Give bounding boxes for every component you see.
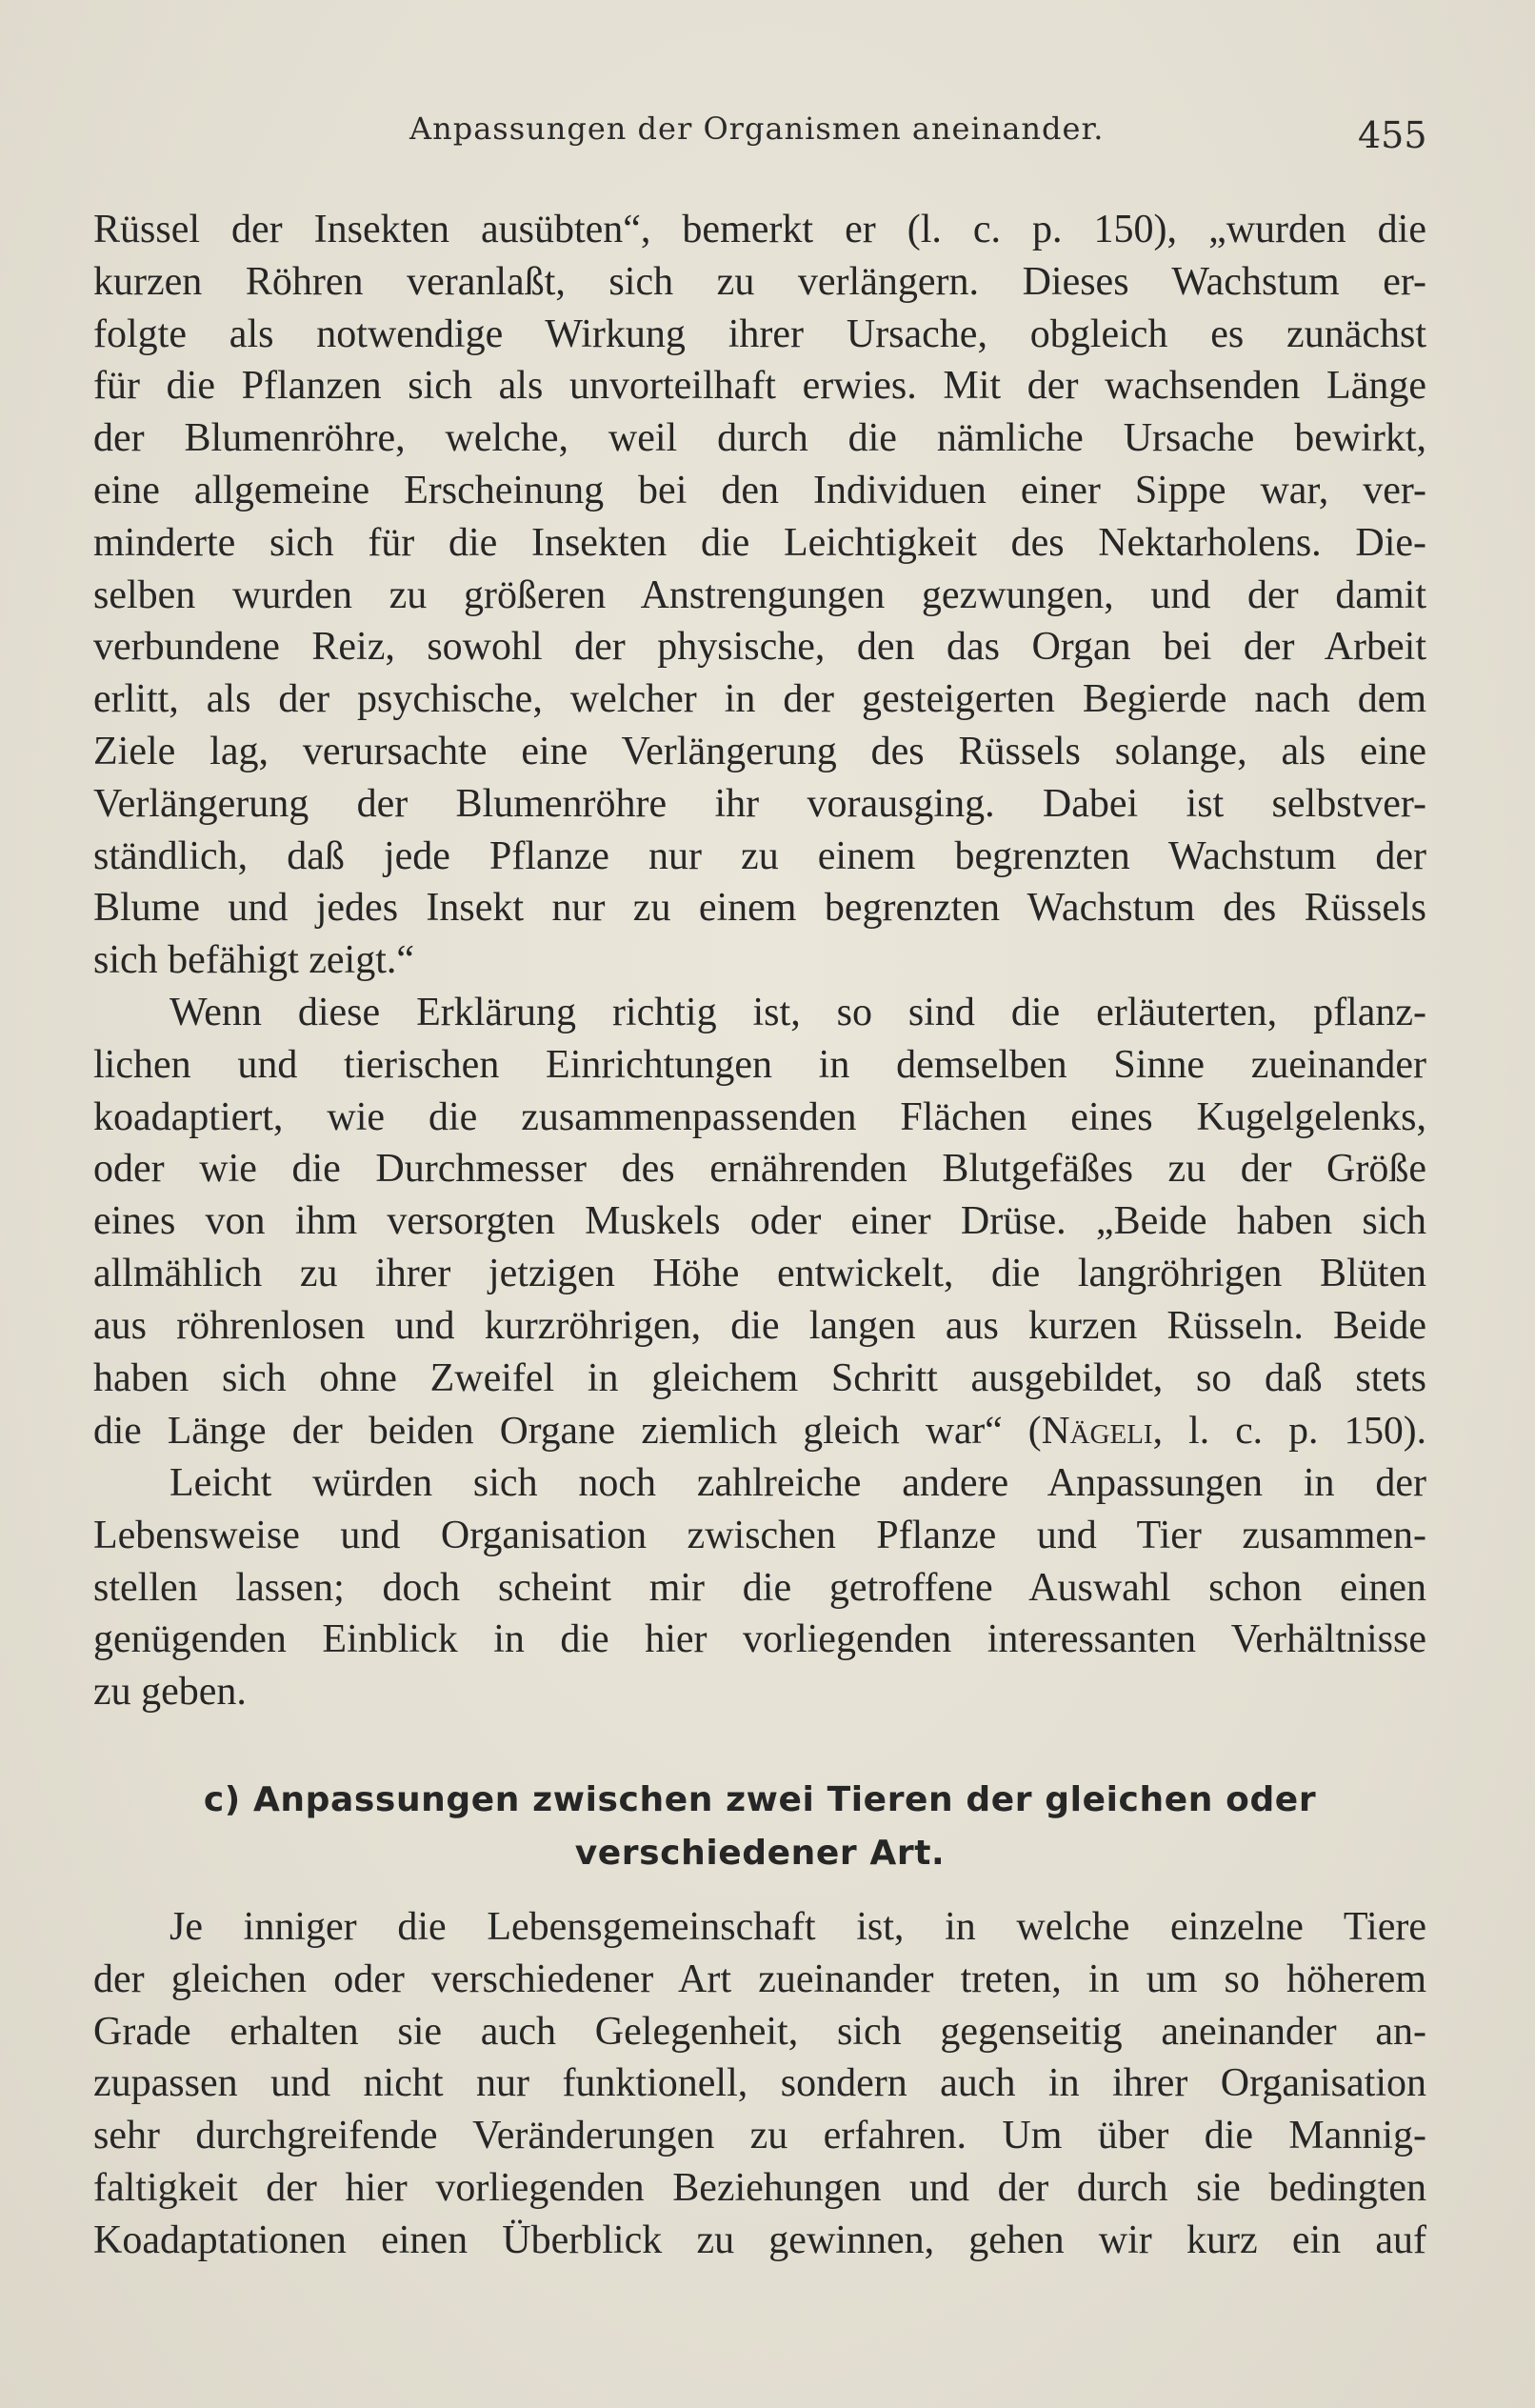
text-line: Ziele lag, verursachte eine Verlängerung des Rüssels solange, als eine xyxy=(93,729,1426,773)
text-line: der Blumenröhre, welche, weil durch die nämliche Ursache bewirkt, xyxy=(93,416,1426,461)
text-line: zu geben. xyxy=(93,1670,247,1715)
text-line: allmählich zu ihrer jetzigen Höhe entwickelt, die langröhrigen Blüten xyxy=(93,1251,1426,1295)
text-line: Koadaptationen einen Überblick zu gewinnen, gehen wir kurz ein auf xyxy=(93,2217,1426,2262)
text-line: haben sich ohne Zweifel in gleichem Schritt ausgebildet, so daß stets xyxy=(93,1355,1426,1400)
text-line: ständlich, daß jede Pflanze nur zu einem begrenzten Wachstum der xyxy=(93,833,1426,878)
text-line: sich befähigt zeigt.“ xyxy=(93,938,415,983)
text-line: eine allgemeine Erscheinung bei den Individuen einer Sippe war, ver- xyxy=(93,468,1426,512)
section-heading-line-2: verschiedener Art. xyxy=(574,1834,946,1873)
page-number: 455 xyxy=(1358,114,1427,156)
text-run: die Länge der beiden Organe ziemlich gleich war“ ( xyxy=(93,1408,1042,1453)
section-heading-line-1: c) Anpassungen zwischen zwei Tieren der gleichen oder xyxy=(203,1780,1317,1819)
author-name: Nägeli xyxy=(1041,1408,1153,1453)
text-line: eines von ihm versorgten Muskels oder einer Drüse. „Beide haben sich xyxy=(93,1199,1426,1244)
paragraph-4 xyxy=(93,1901,1426,2267)
text-line-citation xyxy=(93,1404,1426,1456)
text-line: Wenn diese Erklärung richtig ist, so sind die erläuterten, pflanz- xyxy=(169,991,1426,1034)
text-run: , l. c. p. 150). xyxy=(1152,1408,1426,1453)
text-line: Leicht würden sich noch zahlreiche andere Anpassungen in der xyxy=(169,1461,1426,1505)
text-line: Blume und jedes Insekt nur zu einem begrenzten Wachstum des Rüssels xyxy=(93,886,1426,931)
text-line: Je inniger die Lebensgemeinschaft ist, in welche einzelne Tiere xyxy=(169,1905,1426,1949)
text-line: faltigkeit der hier vorliegenden Beziehungen und der durch sie bedingten xyxy=(93,2165,1426,2210)
running-head: Anpassungen der Organismen aneinander. xyxy=(409,110,1105,147)
text-line: Grade erhalten sie auch Gelegenheit, sich gegenseitig aneinander an- xyxy=(93,2009,1426,2054)
text-line: stellen lassen; doch scheint mir die getroffene Auswahl schon einen xyxy=(93,1565,1426,1610)
text-line: minderte sich für die Insekten die Leichtigkeit des Nektarholens. Die- xyxy=(93,520,1426,565)
text-line: Rüssel der Insekten ausübten“, bemerkt er (l. c. p. 150), „wurden die xyxy=(93,208,1426,251)
paragraph-1 xyxy=(93,204,1426,987)
text-line: für die Pflanzen sich als unvorteilhaft erwies. Mit der wachsenden Länge xyxy=(93,364,1426,409)
text-line: lichen und tierischen Einrichtungen in demselben Sinne zueinander xyxy=(93,1042,1426,1087)
text-line: Verlängerung der Blumenröhre ihr vorausging. Dabei ist selbstver- xyxy=(93,781,1426,826)
text-line: folgte als notwendige Wirkung ihrer Ursache, obgleich es zunächst xyxy=(93,311,1426,356)
text-line: genügenden Einblick in die hier vorliegenden interessanten Verhältnisse xyxy=(93,1617,1426,1662)
text-line: verbundene Reiz, sowohl der physische, den das Organ bei der Arbeit xyxy=(93,625,1426,670)
section-heading xyxy=(93,1774,1426,1880)
paragraph-3 xyxy=(93,1457,1426,1718)
text-line: erlitt, als der psychische, welcher in der gesteigerten Begierde nach dem xyxy=(93,677,1426,722)
paragraph-2 xyxy=(93,987,1426,1456)
text-line: kurzen Röhren veranlaßt, sich zu verlängern. Dieses Wachstum er- xyxy=(93,259,1426,304)
text-line: aus röhrenlosen und kurzröhrigen, die langen aus kurzen Rüsseln. Beide xyxy=(93,1303,1426,1348)
text-line: zupassen und nicht nur funktionell, sondern auch in ihrer Organisation xyxy=(93,2061,1426,2106)
text-line: der gleichen oder verschiedener Art zueinander treten, in um so höherem xyxy=(93,1956,1426,2001)
text-line: oder wie die Durchmesser des ernährenden Blutgefäßes zu der Größe xyxy=(93,1147,1426,1192)
text-line: sehr durchgreifende Veränderungen zu erfahren. Um über die Mannig- xyxy=(93,2114,1426,2158)
text-line: selben wurden zu größeren Anstrengungen gezwungen, und der damit xyxy=(93,572,1426,617)
text-line: Lebensweise und Organisation zwischen Pflanze und Tier zusammen- xyxy=(93,1513,1426,1557)
text-line: koadaptiert, wie die zusammenpassenden Flächen eines Kugelgelenks, xyxy=(93,1094,1426,1139)
